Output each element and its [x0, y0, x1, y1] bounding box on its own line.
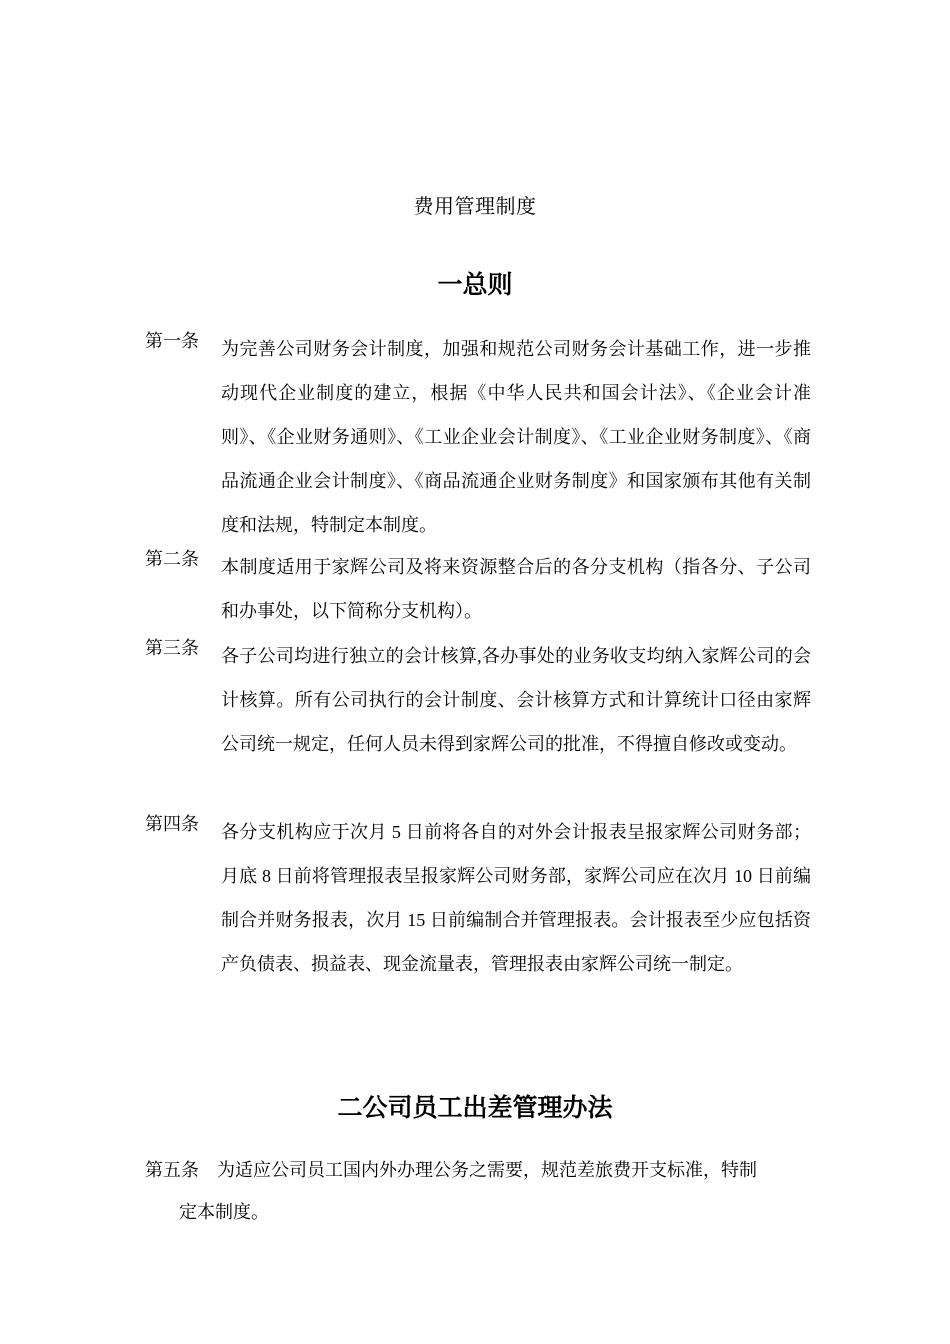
article-label: 第三条: [145, 638, 199, 658]
article-label: 第二条: [145, 549, 199, 569]
section-heading-business-travel: 二公司员工出差管理办法: [337, 1093, 613, 1122]
article-4: [145, 810, 815, 986]
article-text: 本制度适用于家辉公司及将来资源整合后的各分支机构（指各分、子公司和办事处，以下简称分支机构）。: [221, 557, 811, 621]
article-label: 第一条: [145, 331, 199, 351]
article-3: [145, 634, 815, 766]
article-continuation-line: 定本制度。: [179, 1202, 269, 1222]
article-label: 第五条: [145, 1160, 199, 1180]
article-1: [145, 327, 815, 547]
document-title: 费用管理制度: [413, 196, 537, 218]
article-label: 第四条: [145, 814, 199, 834]
article-text: 为完善公司财务会计制度，加强和规范公司财务会计基础工作，进一步推动现代企业制度的建立，根据《中华人民共和国会计法》、《企业会计准则》、《企业财务通则》、《工业企业会计制度》、《工业企业财务制度》、《商品流通企业会计制度》、《商品流通企业财务制度》和国家颁布其他有关制度和法规，特制定本制度。: [221, 339, 811, 535]
article-5: [145, 1149, 805, 1233]
article-first-line: [145, 1149, 805, 1191]
article-text: 各子公司均进行独立的会计核算,各办事处的业务收支均纳入家辉公司的会计核算。所有公司执行的会计制度、会计核算方式和计算统计口径由家辉公司统一规定，任何人员未得到家辉公司的批准，不得擅自修改或变动。: [221, 646, 811, 754]
article-2: [145, 545, 815, 633]
article-text: 为适应公司员工国内外办理公务之需要，规范差旅费开支标准，特制: [217, 1160, 757, 1180]
article-text: 各分支机构应于次月 5 日前将各自的对外会计报表呈报家辉公司财务部；月底 8 日前将管理报表呈报家辉公司财务部，家辉公司应在次月 10 日前编制合并财务报表，次月 15 日前编制合并管理报表。会计报表至少应包括资产负债表、损益表、现金流量表，管理报表由家辉公司统一制定。: [221, 822, 811, 974]
section-heading-general: 一总则: [437, 270, 513, 299]
